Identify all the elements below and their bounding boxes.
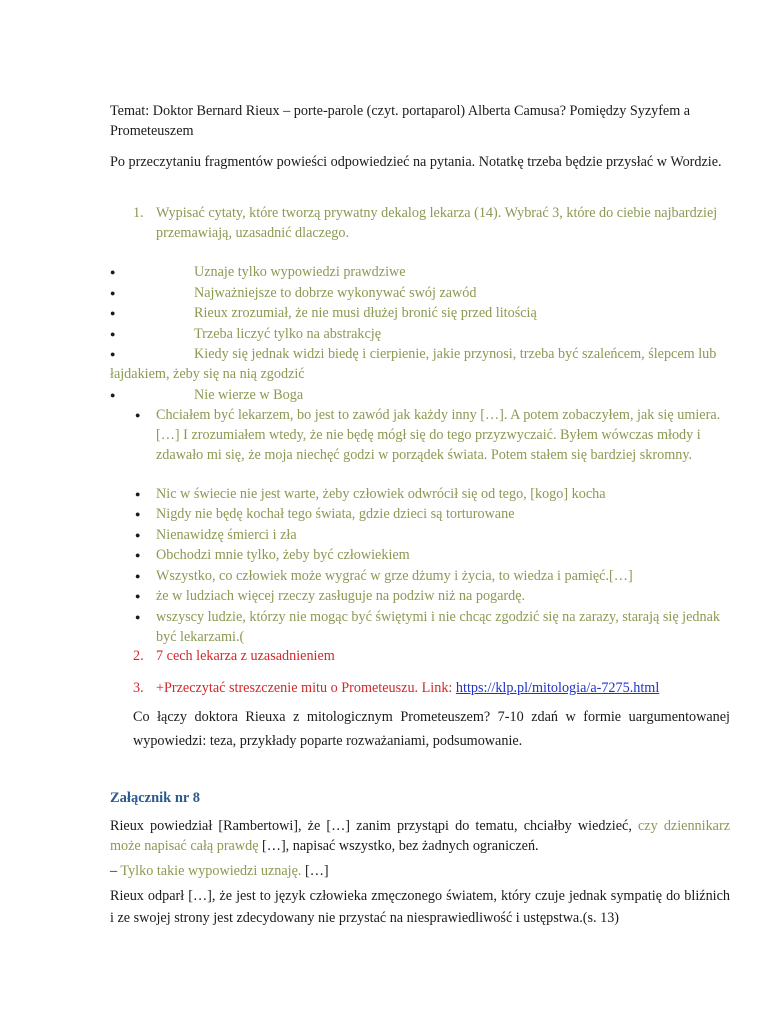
question-paragraph: Co łączy doktora Rieuxa z mitologicznym Prometeuszem? 7-10 zdań w formie uargumentowanej wypowiedzi: teza, przykłady poparte rozważaniami, podsumowanie. bbox=[133, 709, 730, 749]
task-3-content bbox=[156, 678, 726, 698]
bullet-icon: ● bbox=[135, 410, 141, 420]
sub-list-item-text: Obchodzi mnie tylko, żeby być człowiekiem bbox=[156, 547, 410, 563]
task-3-number: 3. bbox=[133, 680, 144, 696]
appendix-heading: Załącznik nr 8 bbox=[110, 790, 200, 806]
document-title: Temat: Doktor Bernard Rieux – porte-parole (czyt. portaparol) Alberta Camusa? Pomiędzy Syzyfem a Prometeuszem bbox=[110, 103, 691, 139]
appendix-paragraph-3: Rieux odparł […], że jest to język człowieka zmęczonego światem, który czuje jednak sympatię do bliźnich i ze swojej strony jest zdecydowany nie przystać na niesprawiedliwość i ustępstwa.(s. 13) bbox=[110, 888, 730, 926]
bullet-icon: ● bbox=[135, 509, 141, 519]
list-item-text: Trzeba liczyć tylko na abstrakcję bbox=[194, 326, 381, 342]
bullet-icon: ● bbox=[135, 489, 141, 499]
task-1-text: Wypisać cytaty, które tworzą prywatny dekalog lekarza (14). Wybrać 3, które do ciebie najbardziej przemawiają, uzasadnić dlaczego. bbox=[156, 205, 718, 241]
bullet-icon: ● bbox=[110, 308, 116, 318]
appendix-paragraph-1 bbox=[110, 816, 730, 856]
task-2-text: 7 cech lekarza z uzasadnieniem bbox=[156, 648, 335, 664]
list-item-text: Rieux zrozumiał, że nie musi dłużej bronić się przed litością bbox=[194, 305, 537, 321]
list-item bbox=[110, 344, 730, 384]
bullet-icon: ● bbox=[135, 550, 141, 560]
list-item-text: Nie wierze w Boga bbox=[194, 387, 304, 403]
appendix-text: – bbox=[110, 863, 121, 879]
appendix-paragraph-2 bbox=[110, 861, 730, 881]
bullet-icon: ● bbox=[135, 612, 141, 622]
appendix-text: […] bbox=[301, 863, 329, 879]
bullet-icon: ● bbox=[110, 288, 116, 298]
task-2-number: 2. bbox=[133, 648, 144, 664]
bullet-icon: ● bbox=[110, 390, 116, 400]
appendix-quote: czy dziennikarz może napisać całą prawdę bbox=[110, 818, 730, 854]
sub-list-item-text: wszyscy ludzie, którzy nie mogąc być świętymi i nie chcąc zgodzić się na zarazy, starają się jednak być lekarzami.( bbox=[156, 609, 720, 645]
bullet-icon: ● bbox=[110, 349, 116, 359]
bullet-icon: ● bbox=[135, 530, 141, 540]
bullet-icon: ● bbox=[110, 267, 116, 277]
bullet-icon: ● bbox=[110, 329, 116, 339]
appendix-text: […], napisać wszystko, bez żadnych ograniczeń. bbox=[258, 838, 539, 854]
mythology-link[interactable]: https://klp.pl/mitologia/a-7275.html bbox=[455, 680, 660, 696]
bullet-icon: ● bbox=[135, 591, 141, 601]
sub-list-item-text: że w ludziach więcej rzeczy zasługuje na podziw niż na pogardę. bbox=[156, 588, 526, 604]
list-item-text: Najważniejsze to dobrze wykonywać swój zawód bbox=[194, 285, 477, 301]
appendix-text: Rieux powiedział [Rambertowi], że […] zanim przystąpi do tematu, chciałby wiedzieć, bbox=[110, 818, 638, 834]
task-3-text: +Przeczytać streszczenie mitu o Prometeuszu. Link: bbox=[156, 680, 456, 696]
list-item-text: Kiedy się jednak widzi biedę i cierpienie, jakie przynosi, trzeba być szaleńcem, ślepcem lub łajdakiem, żeby się na nią zgodzić bbox=[110, 346, 717, 382]
appendix-quote: Tylko takie wypowiedzi uznaję. bbox=[120, 863, 302, 879]
sub-list-item-text: Nigdy nie będę kochał tego świata, gdzie dzieci są torturowane bbox=[156, 506, 515, 522]
sub-list-item-text: Nienawidzę śmierci i zła bbox=[156, 527, 297, 543]
bullet-icon: ● bbox=[135, 571, 141, 581]
sub-list-item-text: Wszystko, co człowiek może wygrać w grze dżumy i życia, to wiedza i pamięć.[…] bbox=[156, 568, 633, 584]
list-item-text: Uznaje tylko wypowiedzi prawdziwe bbox=[194, 264, 406, 280]
task-1-number: 1. bbox=[133, 205, 144, 221]
sub-list-item-text: Chciałem być lekarzem, bo jest to zawód jak każdy inny […]. A potem zobaczyłem, jak się umiera. […] I zrozumiałem wtedy, że nie będę mógł się do tego przyzwyczaić. Byłem wówczas młody i zdawało mi się, że moja niechęć godzi w porządek świata. Potem stałem się bardziej skromny. bbox=[156, 407, 721, 463]
sub-list-item-text: Nic w świecie nie jest warte, żeby człowiek odwrócił się od tego, [kogo] kocha bbox=[156, 486, 606, 502]
intro-paragraph: Po przeczytaniu fragmentów powieści odpowiedzieć na pytania. Notatkę trzeba będzie przysłać w Wordzie. bbox=[110, 154, 722, 170]
